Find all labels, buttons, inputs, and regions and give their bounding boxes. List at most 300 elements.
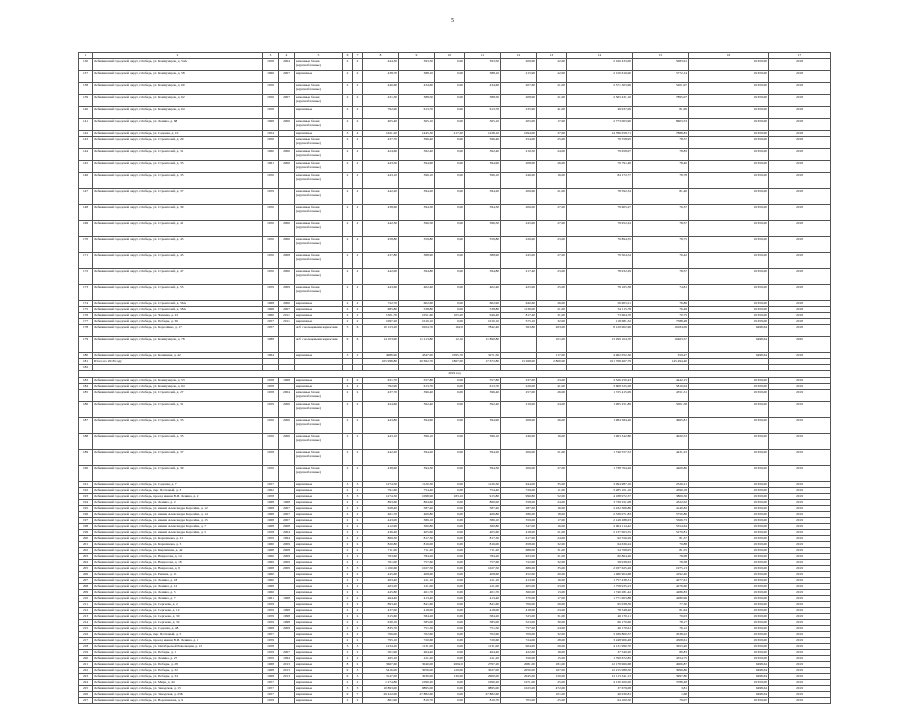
table-cell: 2	[343, 656, 353, 662]
table-cell: Лебяжинский городской округ, г.Лебедь, ул. Строителей, д. 43	[93, 237, 263, 253]
table-cell: 443,10	[363, 173, 399, 189]
table-cell: 2	[343, 560, 353, 566]
table-cell: 2	[343, 301, 353, 307]
table-cell: 3	[343, 353, 353, 359]
table-cell: кирпичные	[295, 584, 343, 590]
table-cell: 0,00	[435, 149, 465, 161]
table-cell: 861,90	[363, 698, 399, 704]
table-cell: 2	[343, 548, 353, 554]
table-cell: 2018	[769, 307, 831, 313]
table-cell: 2	[343, 307, 353, 313]
table-cell: Лебяжинский городской округ, г.Лебедь, ул. Октябрьской Революции, д. 15	[93, 644, 263, 650]
table-cell: 525,00	[501, 614, 537, 620]
table-cell: каменные блоки (крупноблочные)	[295, 173, 343, 189]
housing-register-table-wrapper	[78, 52, 830, 704]
table-cell: 19 659,00	[689, 518, 769, 524]
table-cell: 21,00	[537, 530, 567, 536]
table-cell: 2019	[769, 632, 831, 638]
table-cell: 8 129 902,96	[567, 325, 633, 337]
table-cell: 2	[343, 524, 353, 530]
table-cell: 437,70	[363, 390, 399, 402]
table-cell: 1 746 557,53	[567, 450, 633, 466]
table-cell: 14 786 058,71	[567, 131, 633, 137]
table-cell: 3	[343, 566, 353, 572]
table-cell: 557,80	[399, 378, 435, 384]
housing-register-table	[78, 52, 831, 704]
table-cell: кирпичные	[295, 608, 343, 614]
table-cell: 2	[343, 542, 353, 548]
table-cell: 2018	[769, 173, 831, 189]
table-cell: 2	[353, 95, 363, 107]
table-cell: 3667,60	[363, 662, 399, 668]
table-cell: каменные блоки (крупноблочные)	[295, 285, 343, 301]
table-cell: Лебяжинский городской округ, г.Лебедь, ул. Коммунаров, д. 78	[93, 337, 263, 353]
table-cell: 0,00	[435, 506, 465, 512]
table-cell: 757,60	[399, 560, 435, 566]
table-cell: 411,00	[465, 584, 501, 590]
table-cell: 2	[343, 173, 353, 189]
table-cell: 78 592,34	[567, 189, 633, 205]
table-cell: 209	[79, 590, 93, 596]
table-row	[79, 221, 831, 237]
table-cell: 602,90	[465, 301, 501, 307]
table-cell: 401,70	[399, 590, 435, 596]
table-cell: 394,90	[465, 161, 501, 173]
table-cell: 394,90	[399, 418, 435, 434]
table-cell: 76,12	[633, 626, 689, 632]
table-cell: 2	[343, 149, 353, 161]
table-cell: каменные блоки (крупноблочные)	[295, 119, 343, 131]
table-cell: 221	[79, 662, 93, 668]
table-cell: 2	[353, 285, 363, 301]
table-cell: 19 659,00	[689, 644, 769, 650]
table-cell: 2	[353, 307, 363, 313]
table-cell: 19 659,00	[689, 319, 769, 325]
table-row	[79, 418, 831, 434]
table-cell: 146	[79, 173, 93, 189]
table-cell: 996,80	[501, 494, 537, 500]
table-cell: 12 113 341,13	[567, 674, 633, 680]
table-cell: 2	[353, 221, 363, 237]
table-cell: 1968	[263, 662, 279, 668]
table-cell: кирпичные	[295, 530, 343, 536]
table-cell: 1 725 415,09	[567, 390, 633, 402]
table-cell: 2	[343, 107, 353, 119]
table-cell: 6	[353, 337, 363, 353]
table-cell: 3 094 987,16	[567, 482, 633, 488]
table-cell: 795,10	[363, 638, 399, 644]
table-cell: 3	[353, 686, 363, 692]
table-cell: 2011	[279, 319, 295, 325]
table-cell: 360,80	[399, 524, 435, 530]
table-cell: 2018	[769, 301, 831, 307]
table-cell: 396,40	[399, 390, 435, 402]
table-cell: кирпичные	[295, 686, 343, 692]
table-cell: 220	[79, 656, 93, 662]
column-number-cell: 13	[537, 53, 567, 59]
table-cell: 27,00	[537, 253, 567, 269]
table-cell: 206,00	[501, 450, 537, 466]
table-cell: 585,00	[399, 620, 435, 626]
table-cell: 189	[79, 450, 93, 466]
table-cell: 1960	[263, 313, 279, 319]
table-cell: 76,89	[633, 301, 689, 307]
table-cell: 2	[353, 680, 363, 686]
table-cell: 32,00	[537, 632, 567, 638]
table-cell: 434,60	[399, 83, 435, 95]
table-cell: 0,00	[435, 269, 465, 285]
table-cell: 0,00	[435, 620, 465, 626]
table-cell: Лебяжинский городской округ, г.Лебедь, ул. Строителей, д. 45	[93, 253, 263, 269]
table-cell: 213	[79, 614, 93, 620]
table-cell: 23,00	[537, 608, 567, 614]
table-cell: Лебяжинский городской округ, г.Лебедь, ул. Некрасова, д. 9	[93, 566, 263, 572]
table-cell: 1097,20	[363, 319, 399, 325]
table-cell: 2	[343, 578, 353, 584]
table-cell: 766,00	[363, 632, 399, 638]
table-body	[79, 53, 831, 704]
table-cell: 864,60	[399, 500, 435, 506]
table-cell: 19 659,00	[689, 680, 769, 686]
table-cell: 10 123,20	[363, 325, 399, 337]
table-cell	[279, 189, 295, 205]
table-cell: каменные блоки (крупноблочные)	[295, 189, 343, 205]
table-cell: 394,90	[399, 161, 435, 173]
table-cell: 2 563 431,16	[567, 95, 633, 107]
table-cell: 2	[343, 137, 353, 149]
table-cell: 2019	[769, 662, 831, 668]
table-cell: 1968	[263, 301, 279, 307]
table-cell: 915,80	[465, 494, 501, 500]
table-cell: 117,00	[537, 353, 567, 359]
table-cell: 2	[353, 638, 363, 644]
table-cell: 2018	[769, 107, 831, 119]
table-cell: 438,60	[363, 205, 399, 221]
table-cell: 1051,60	[399, 313, 435, 319]
table-cell: 4	[353, 131, 363, 137]
table-cell: 1968	[263, 548, 279, 554]
table-cell: 0,00	[435, 189, 465, 205]
table-cell: 623,00	[501, 554, 537, 560]
table-cell: 5554,64	[633, 524, 689, 530]
table-cell: 3	[353, 644, 363, 650]
table-cell: 206,90	[501, 59, 537, 71]
table-cell: 2900,00	[465, 674, 501, 680]
table-cell: 1968	[263, 674, 279, 680]
table-cell: 210	[79, 596, 93, 602]
table-cell: 757,60	[465, 560, 501, 566]
table-cell: 130	[79, 59, 93, 71]
table-cell: 0,00	[435, 548, 465, 554]
table-cell: 2019	[769, 572, 831, 578]
table-row	[79, 173, 831, 189]
table-cell: 76,37	[633, 205, 689, 221]
table-cell: 365,10	[399, 119, 435, 131]
table-cell: 388,90	[399, 253, 435, 269]
table-cell: 1968	[279, 500, 295, 506]
table-cell: 11,00	[537, 488, 567, 494]
table-cell: Лебяжинский городской округ, г.Лебедь, ул. Строителей, д. 47	[93, 269, 263, 285]
table-cell: 19 659,00	[689, 313, 769, 319]
table-cell: 2 160 433,00	[567, 59, 633, 71]
table-cell: 5270,81	[633, 530, 689, 536]
table-cell: 458,80	[363, 237, 399, 253]
table-cell: кирпичные	[295, 107, 343, 119]
table-cell: 405,60	[399, 530, 435, 536]
table-cell: 19 659,00	[689, 488, 769, 494]
table-cell: 7895,07	[633, 95, 689, 107]
table-cell: Лебяжинский городской округ, г.Лебедь, ул. Победы, д. 28	[93, 662, 263, 668]
table-cell: 185	[79, 390, 93, 402]
table-cell: 2019	[769, 680, 831, 686]
table-cell: 1959	[263, 650, 279, 656]
table-cell: 18,00	[537, 650, 567, 656]
table-cell: 2018	[769, 205, 831, 221]
table-cell: 173	[79, 285, 93, 301]
table-cell: 356,00	[501, 656, 537, 662]
table-cell: 10 893,00	[363, 686, 399, 692]
table-cell: 0,00	[435, 554, 465, 560]
table-cell: 19 659,00	[689, 221, 769, 237]
table-cell: 78,57	[633, 137, 689, 149]
table-cell: 54 115,78	[567, 307, 633, 313]
table-cell: 78,57	[633, 269, 689, 285]
table-cell: 2	[353, 488, 363, 494]
table-row	[79, 390, 831, 402]
table-cell: 4354,75	[633, 656, 689, 662]
table-cell: 2	[343, 650, 353, 656]
table-cell: 196	[79, 512, 93, 518]
table-cell: 538,80	[399, 307, 435, 313]
table-cell: 2018	[769, 189, 831, 205]
table-cell: 1954	[263, 131, 279, 137]
table-cell: 214	[79, 620, 93, 626]
table-cell: 19 659,00	[689, 173, 769, 189]
table-cell: 1 984 584,26	[567, 418, 633, 434]
table-cell: 3 526 250,43	[567, 378, 633, 384]
table-cell: 2004	[279, 59, 295, 71]
table-cell: 1959	[263, 656, 279, 662]
table-cell: 79 605,27	[567, 205, 633, 221]
table-cell: 394,20	[399, 450, 435, 466]
table-cell: 37,00	[537, 131, 567, 137]
table-cell: 6498,64	[689, 337, 769, 353]
table-cell: 2050,00	[501, 668, 537, 674]
table-cell: 13 299 104,70	[567, 337, 633, 353]
table-cell: 1959	[263, 602, 279, 608]
table-cell: Лебяжинский городской округ, г.Лебедь, ул. Строителей, д. 37	[93, 189, 263, 205]
table-cell: 0,00	[435, 500, 465, 506]
table-cell: 2045,00	[501, 674, 537, 680]
table-cell: 0,00	[435, 686, 465, 692]
table-cell: 1968	[263, 518, 279, 524]
table-cell: 2	[343, 402, 353, 418]
table-cell: 0,00	[435, 584, 465, 590]
table-cell: 2006	[279, 149, 295, 161]
table-cell: 411,20	[399, 656, 435, 662]
table-cell: 2006	[279, 161, 295, 173]
table-cell: 0,00	[435, 173, 465, 189]
table-cell: 208,00	[501, 418, 537, 434]
table-cell: 437,80	[363, 253, 399, 269]
table-cell: 1998	[279, 620, 295, 626]
table-cell: 19 659,00	[689, 450, 769, 466]
table-cell: 463,20	[363, 584, 399, 590]
table-cell: 1957	[263, 680, 279, 686]
table-cell: 64 636,24	[567, 542, 633, 548]
table-cell: 1957	[263, 325, 279, 337]
table-cell: 206,00	[501, 205, 537, 221]
table-cell: 1968	[263, 584, 279, 590]
table-cell: 688,00	[501, 548, 537, 554]
table-cell: 1027,50	[399, 566, 435, 572]
table-cell: Лебяжинский городской округ, г.Лебедь, проезд имени В.И. Ленина, д. 1	[93, 638, 263, 644]
table-cell: 1090,20	[465, 680, 501, 686]
table-cell: 0,00	[435, 71, 465, 83]
table-cell: 207	[79, 578, 93, 584]
table-cell: 49 937,09	[567, 107, 633, 119]
table-cell: 3147,00	[363, 674, 399, 680]
table-cell: 946,40	[465, 313, 501, 319]
table-row	[79, 205, 831, 221]
table-cell: 2019	[769, 626, 831, 632]
table-cell: 501,90	[363, 650, 399, 656]
table-cell: 3	[353, 566, 363, 572]
table-cell: 6498,64	[689, 692, 769, 698]
table-cell: 613,70	[399, 384, 435, 390]
table-cell: 187	[79, 418, 93, 434]
table-cell: 401,70	[465, 590, 501, 596]
table-cell: 19 659,00	[689, 253, 769, 269]
table-cell: 19 659,00	[689, 596, 769, 602]
table-cell: 465,10	[363, 656, 399, 662]
table-cell: 413,40	[399, 596, 435, 602]
table-cell: 365,10	[465, 119, 501, 131]
table-cell: 3030,00	[399, 674, 435, 680]
table-cell: 2	[353, 319, 363, 325]
table-cell: 27 882,60	[465, 692, 501, 698]
table-cell: ж/б с кольцевыми каркасами	[295, 325, 343, 337]
table-cell: 2019	[769, 434, 831, 450]
table-cell: 394,30	[399, 466, 435, 482]
table-cell: Лебяжинский городской округ, г.Лебедь, ул. Победы, д. 34	[93, 674, 263, 680]
table-cell: 413,00	[501, 578, 537, 584]
table-cell: 0,00	[435, 402, 465, 418]
table-cell: 2019	[769, 418, 831, 434]
table-cell: 1274,50	[363, 482, 399, 488]
table-cell: 763,60	[363, 554, 399, 560]
table-cell: 179	[79, 337, 93, 353]
table-cell: 396,10	[399, 434, 435, 450]
table-cell: 2019	[769, 384, 831, 390]
table-cell: 2009	[279, 560, 295, 566]
table-cell: 21,00	[537, 83, 567, 95]
table-cell: 4 131 990,70	[567, 644, 633, 650]
table-cell: 65 038,39	[567, 602, 633, 608]
table-cell: 2	[353, 418, 363, 434]
table-cell: 394,80	[399, 269, 435, 285]
table-cell: Лебяжинский городской округ, г.Лебедь, ул. имени Александра Королёва, д. 5	[93, 530, 263, 536]
table-cell: 81,37	[633, 536, 689, 542]
table-cell: 2018	[769, 71, 831, 83]
table-cell: 658,00	[501, 542, 537, 548]
table-cell: 216	[79, 632, 93, 638]
table-cell: 817,40	[501, 313, 537, 319]
table-cell: 1957	[263, 686, 279, 692]
table-cell: 78 932,29	[567, 269, 633, 285]
table-cell: Лебяжинский городской округ, г.Лебедь, ул. Садовая, д. 48	[93, 626, 263, 632]
table-cell: 4322,02	[633, 500, 689, 506]
table-cell: 1445,30	[399, 131, 435, 137]
table-cell: 3	[343, 686, 353, 692]
table-cell: Лебяжинский городской округ, г.Лебедь, ул. Строителей, д. 39	[93, 466, 263, 482]
table-cell: 17,00	[537, 518, 567, 524]
table-cell: 32,00	[537, 542, 567, 548]
table-cell: 720,60	[465, 638, 501, 644]
column-number-cell: 7	[353, 53, 363, 59]
table-cell: 2	[353, 59, 363, 71]
table-cell: 19 659,00	[689, 418, 769, 434]
table-cell: 2	[343, 269, 353, 285]
table-cell: 2009	[279, 542, 295, 548]
table-cell: 0,00	[435, 536, 465, 542]
table-cell: 418,00	[501, 608, 537, 614]
table-cell: 0,00	[435, 301, 465, 307]
table-cell: 1621,20	[363, 131, 399, 137]
table-cell: 463,40	[363, 578, 399, 584]
table-cell: 2 137 003,55	[567, 530, 633, 536]
table-cell: 757,00	[501, 626, 537, 632]
table-cell: 613,70	[465, 384, 501, 390]
table-cell: Лебяжинский городской округ, г.Лебедь, ул. Коммунаров, д. 64	[93, 384, 263, 390]
table-cell: 1,68	[633, 692, 689, 698]
table-cell: 711,20	[465, 548, 501, 554]
table-cell: 394,30	[465, 466, 501, 482]
table-cell: 0,00	[435, 578, 465, 584]
table-cell: 26,00	[537, 301, 567, 307]
table-cell: 2019	[769, 518, 831, 524]
table-cell: 2006	[279, 301, 295, 307]
table-cell: 1274,30	[363, 494, 399, 500]
table-cell: 442,00	[363, 269, 399, 285]
table-cell: 226	[79, 692, 93, 698]
table-cell: 392,40	[465, 402, 501, 418]
table-cell: 19 659,00	[689, 584, 769, 590]
table-cell: 440,60	[363, 83, 399, 95]
table-cell: 4006,87	[633, 662, 689, 668]
table-cell: 2 571 303,96	[567, 83, 633, 95]
table-cell: 4 188 972,37	[567, 494, 633, 500]
table-cell: 396,50	[399, 221, 435, 237]
table-cell: 810,70	[465, 698, 501, 704]
table-cell: 81,64	[633, 608, 689, 614]
table-cell: 2018	[769, 269, 831, 285]
table-cell: 792,90	[363, 384, 399, 390]
table-cell: 1994	[279, 656, 295, 662]
table-cell: 2	[343, 638, 353, 644]
table-cell: 424,60	[363, 149, 399, 161]
table-cell: 140	[79, 107, 93, 119]
table-cell: 751,50	[399, 626, 435, 632]
table-cell: 452,00	[501, 572, 537, 578]
table-cell: Лебяжинский городской округ, г.Лебедь, ул. Некрасова, д. 18	[93, 560, 263, 566]
table-cell: 3653,40	[633, 644, 689, 650]
column-number-cell: 6	[343, 53, 353, 59]
table-cell: 2 004 114,42	[567, 524, 633, 530]
table-cell: 0,00	[435, 161, 465, 173]
column-number-cell: 4	[279, 53, 295, 59]
table-cell: 761,00	[363, 560, 399, 566]
